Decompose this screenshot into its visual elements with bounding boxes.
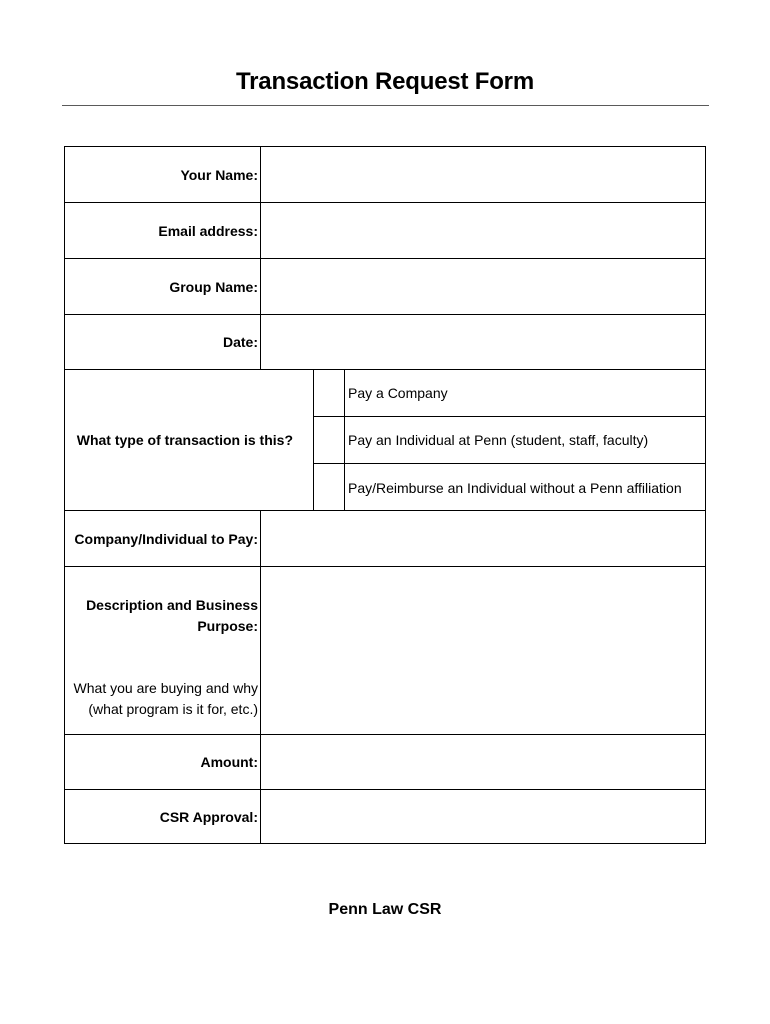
your-name-row: [65, 147, 705, 203]
pay-to-field[interactable]: [261, 511, 705, 566]
form-title: Transaction Request Form: [236, 68, 534, 95]
email-label: Email address:: [65, 203, 261, 258]
option-company-label: Pay a Company: [348, 385, 448, 401]
transaction-type-label: What type of transaction is this?: [65, 370, 314, 510]
description-label-cell: [65, 567, 261, 734]
date-row: [65, 315, 705, 370]
amount-field[interactable]: [261, 735, 705, 789]
option-penn-individual-label: Pay an Individual at Penn (student, staff, faculty): [348, 432, 649, 448]
transaction-type-options: [314, 370, 705, 510]
description-label: Description and Business Purpose:: [86, 597, 258, 634]
your-name-field[interactable]: [261, 147, 705, 202]
pay-to-row: [65, 511, 705, 567]
description-hint: What you are buying and why (what program is it for, etc.): [73, 680, 258, 717]
option-non-penn-individual-checkbox[interactable]: [314, 464, 345, 511]
transaction-form: [64, 146, 706, 844]
date-label: Date:: [65, 315, 261, 369]
csr-approval-row: [65, 790, 705, 843]
option-non-penn-individual-label: Pay/Reimburse an Individual without a Penn affiliation: [348, 479, 682, 496]
option-company-checkbox[interactable]: [314, 370, 345, 416]
your-name-label: Your Name:: [65, 147, 261, 202]
csr-approval-field[interactable]: [261, 790, 705, 843]
email-row: [65, 203, 705, 259]
amount-label: Amount:: [65, 735, 261, 789]
transaction-option-penn-individual: [314, 417, 705, 464]
transaction-type-row: [65, 370, 705, 511]
footer-organization: Penn Law CSR: [328, 901, 442, 918]
date-field[interactable]: [261, 315, 705, 369]
group-name-field[interactable]: [261, 259, 705, 314]
amount-row: [65, 735, 705, 790]
description-row: [65, 567, 705, 735]
pay-to-label: Company/Individual to Pay:: [65, 511, 261, 566]
csr-approval-label: CSR Approval:: [65, 790, 261, 843]
group-name-label: Group Name:: [65, 259, 261, 314]
option-penn-individual-checkbox[interactable]: [314, 417, 345, 463]
group-name-row: [65, 259, 705, 315]
email-field[interactable]: [261, 203, 705, 258]
title-divider: [62, 105, 709, 106]
transaction-option-company: [314, 370, 705, 417]
description-field[interactable]: [261, 567, 705, 734]
transaction-option-non-penn-individual: [314, 464, 705, 511]
